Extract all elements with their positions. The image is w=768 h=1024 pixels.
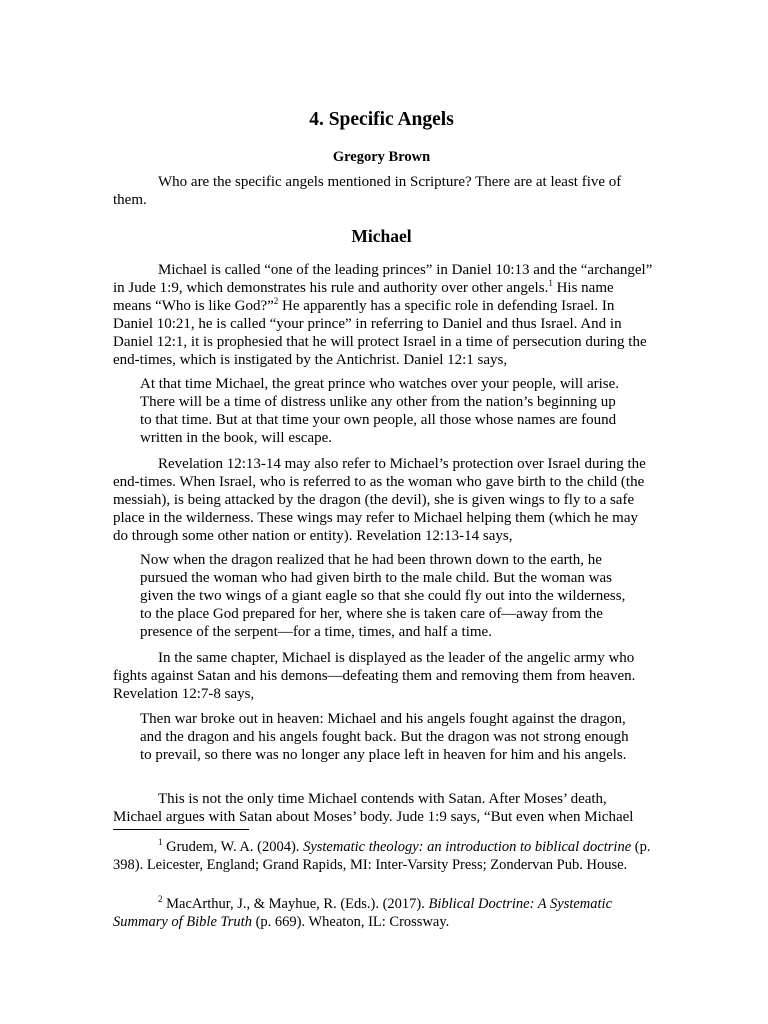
- paragraph-text: His name means “Who is like God?”: [113, 280, 614, 314]
- paragraph-revelation-protection: Revelation 12:13-14 may also refer to Michael’s protection over Israel during the end-times. When Israel, who is referred to as the woman who gave birth to the child (the messiah), is being attacked by the dragon (the devil), she is given wings to fly to a safe place in the wilderness. These wings may refer to Michael helping them (which he may do through some other nation or entity). Revelation 12:13-14 says,: [113, 456, 646, 544]
- footnote-text: Grudem, W. A. (2004).: [162, 839, 304, 855]
- footnote-text: (p. 398). Leicester, England; Grand Rapids, MI: Inter-Varsity Press; Zondervan Pub. House.: [113, 839, 651, 873]
- footnote-number: 2: [158, 894, 163, 904]
- footnote-number: 1: [158, 837, 163, 847]
- footnote-separator: [113, 829, 249, 830]
- footnote-ref-2[interactable]: 2: [273, 296, 279, 306]
- footnote-2: [113, 895, 653, 931]
- section-heading-michael: Michael: [351, 226, 412, 246]
- paragraph-moses-body: This is not the only time Michael contends with Satan. After Moses’ death, Michael argues with Satan about Moses’ body. Jude 1:9 says, “But even when Michael: [113, 791, 634, 825]
- intro-paragraph: Who are the specific angels mentioned in Scripture? There are at least five of them.: [113, 174, 622, 208]
- paragraph-michael-intro: [113, 261, 655, 369]
- author-name: Gregory Brown: [332, 149, 431, 165]
- footnote-book-title: Systematic theology: an introduction to biblical doctrine: [303, 839, 632, 855]
- block-quote-daniel: At that time Michael, the great prince who watches over your people, will arise. There will be a time of distress unlike any other from the nation’s beginning up to that time. But at that time your own people, all those whose names are found written in the book, will escape.: [140, 376, 620, 446]
- block-quote-revelation-13-14: Now when the dragon realized that he had been thrown down to the earth, he pursued the woman who had given birth to the male child. But the woman was given the two wings of a giant eagle so that she could fly out into the wilderness, to the place God prepared for her, where she is taken care of—away from the presence of the serpent—for a time, times, and half a time.: [140, 552, 626, 640]
- footnote-ref-1[interactable]: 1: [548, 278, 553, 288]
- footnote-text: (p. 669). Wheaton, IL: Crossway.: [251, 914, 450, 930]
- paragraph-text: Michael is called “one of the leading princes” in Daniel 10:13 and the “archangel” in Jude 1:9, which demonstrates his rule and authority over other angels.: [113, 262, 653, 296]
- footnote-1: [113, 838, 653, 874]
- footnote-text: MacArthur, J., & Mayhue, R. (Eds.). (2017).: [162, 896, 429, 912]
- chapter-title: 4. Specific Angels: [309, 109, 454, 130]
- block-quote-revelation-7-8: Then war broke out in heaven: Michael and his angels fought against the dragon, and the dragon and his angels fought back. But the dragon was not strong enough to prevail, so there was no longer any place left in heaven for him and his angels.: [140, 711, 629, 763]
- paragraph-text: He apparently has a specific role in defending Israel. In Daniel 10:21, he is called “your prince” in referring to Daniel and thus Israel. And in Daniel 12:1, it is prophesied that he will protect Israel in a time of persecution during the end-times, which is instigated by the Antichrist. Daniel 12:1 says,: [113, 298, 647, 368]
- footnote-book-title: Biblical Doctrine: A Systematic Summary of Bible Truth: [113, 896, 613, 930]
- paragraph-angelic-army: In the same chapter, Michael is displayed as the leader of the angelic army who fights against Satan and his demons—defeating them and removing them from heaven. Revelation 12:7-8 says,: [113, 650, 636, 702]
